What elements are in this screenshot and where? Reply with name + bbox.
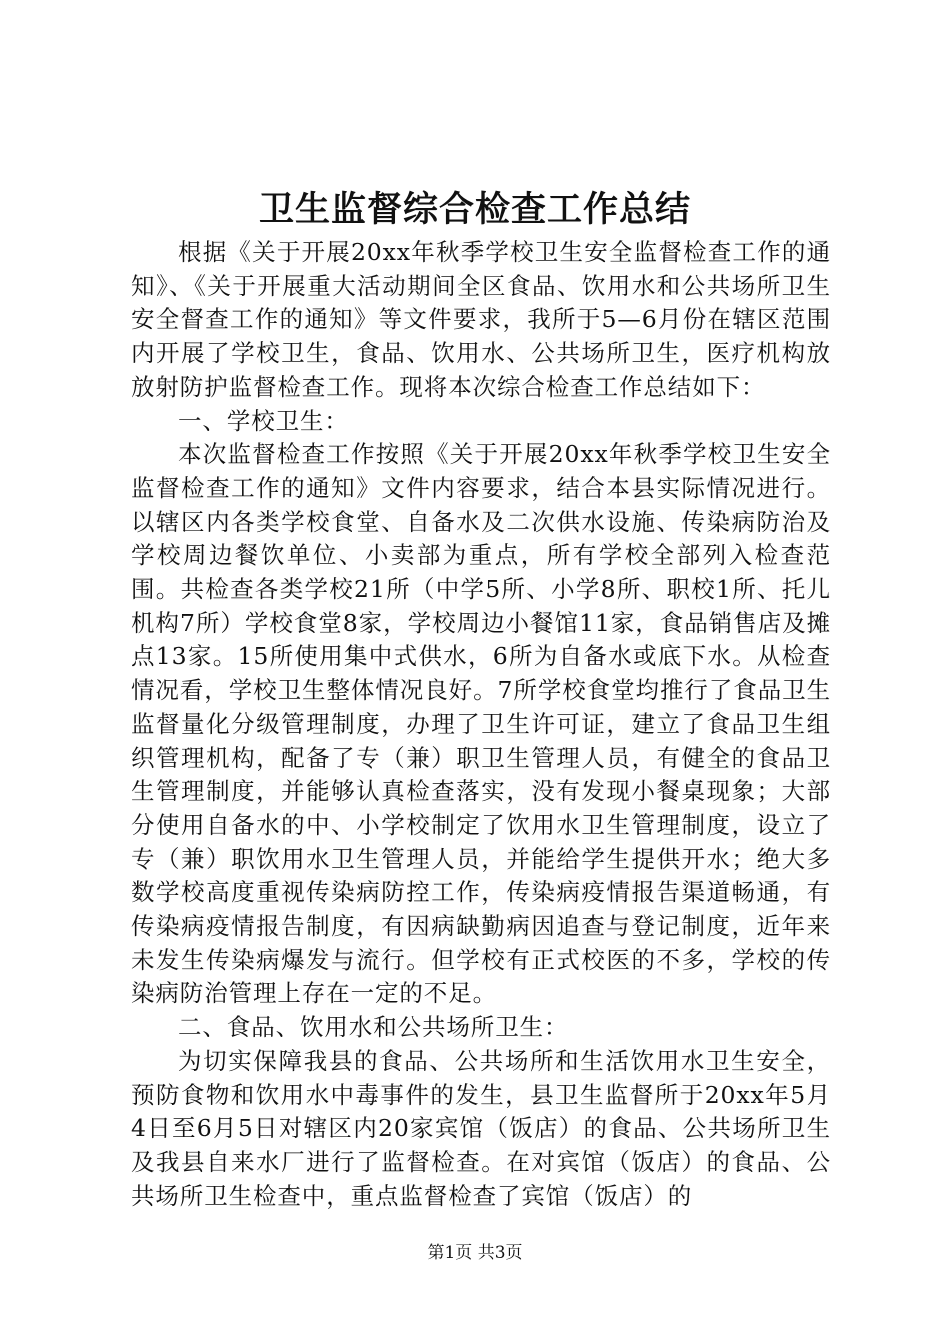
paragraph-food-water-public: 为切实保障我县的食品、公共场所和生活饮用水卫生安全，预防食物和饮用水中毒事件的发生，县卫生监督所于20xx年5月4日至6月5日对辖区内20家宾馆（饭店）的食品、公共场所卫生及我县自来水厂进行了监督检查。在对宾馆（饭店）的食品、公共场所卫生检查中，重点监督检查了宾馆（饭店）的 [131,1046,831,1210]
section-heading-school-hygiene: 一、学校卫生： [178,406,349,435]
paragraph-intro: 根据《关于开展20xx年秋季学校卫生安全监督检查工作的通知》、《关于开展重大活动期间全区食品、饮用水和公共场所卫生安全督查工作的通知》等文件要求，我所于5—6月份在辖区范围内开展了学校卫生，食品、饮用水、公共场所卫生，医疗机构放放射防护监督检查工作。现将本次综合检查工作总结如下： [131,238,831,401]
paragraph-school-hygiene: 本次监督检查工作按照《关于开展20xx年秋季学校卫生安全监督检查工作的通知》文件内容要求，结合本县实际情况进行。以辖区内各类学校食堂、自备水及二次供水设施、传染病防治及学校周边餐饮单位、小卖部为重点，所有学校全部列入检查范围。共检查各类学校21所（中学5所、小学8所、职校1所、托儿机构7所）学校食堂8家，学校周边小餐馆11家，食品销售店及摊点13家。15所使用集中式供水，6所为自备水或底下水。从检查情况看，学校卫生整体情况良好。7所学校食堂均推行了食品卫生监督量化分级管理制度，办理了卫生许可证，建立了食品卫生组织管理机构，配备了专（兼）职卫生管理人员，有健全的食品卫生管理制度，并能够认真检查落实，没有发现小餐桌现象；大部分使用自备水的中、小学校制定了饮用水卫生管理制度，设立了专（兼）职饮用水卫生管理人员，并能给学生提供开水；绝大多数学校高度重视传染病防控工作，传染病疫情报告渠道畅通，有传染病疫情报告制度，有因病缺勤病因追查与登记制度，近年来未发生传染病爆发与流行。但学校有正式校医的不多，学校的传染病防治管理上存在一定的不足。 [131,440,831,1008]
document-body [131,236,831,1213]
section-heading-food-water-public: 二、食品、饮用水和公共场所卫生： [178,1013,569,1042]
page-footer: 第1页 共3页 [427,1243,523,1263]
document-title: 卫生监督综合检查工作总结 [258,189,691,230]
